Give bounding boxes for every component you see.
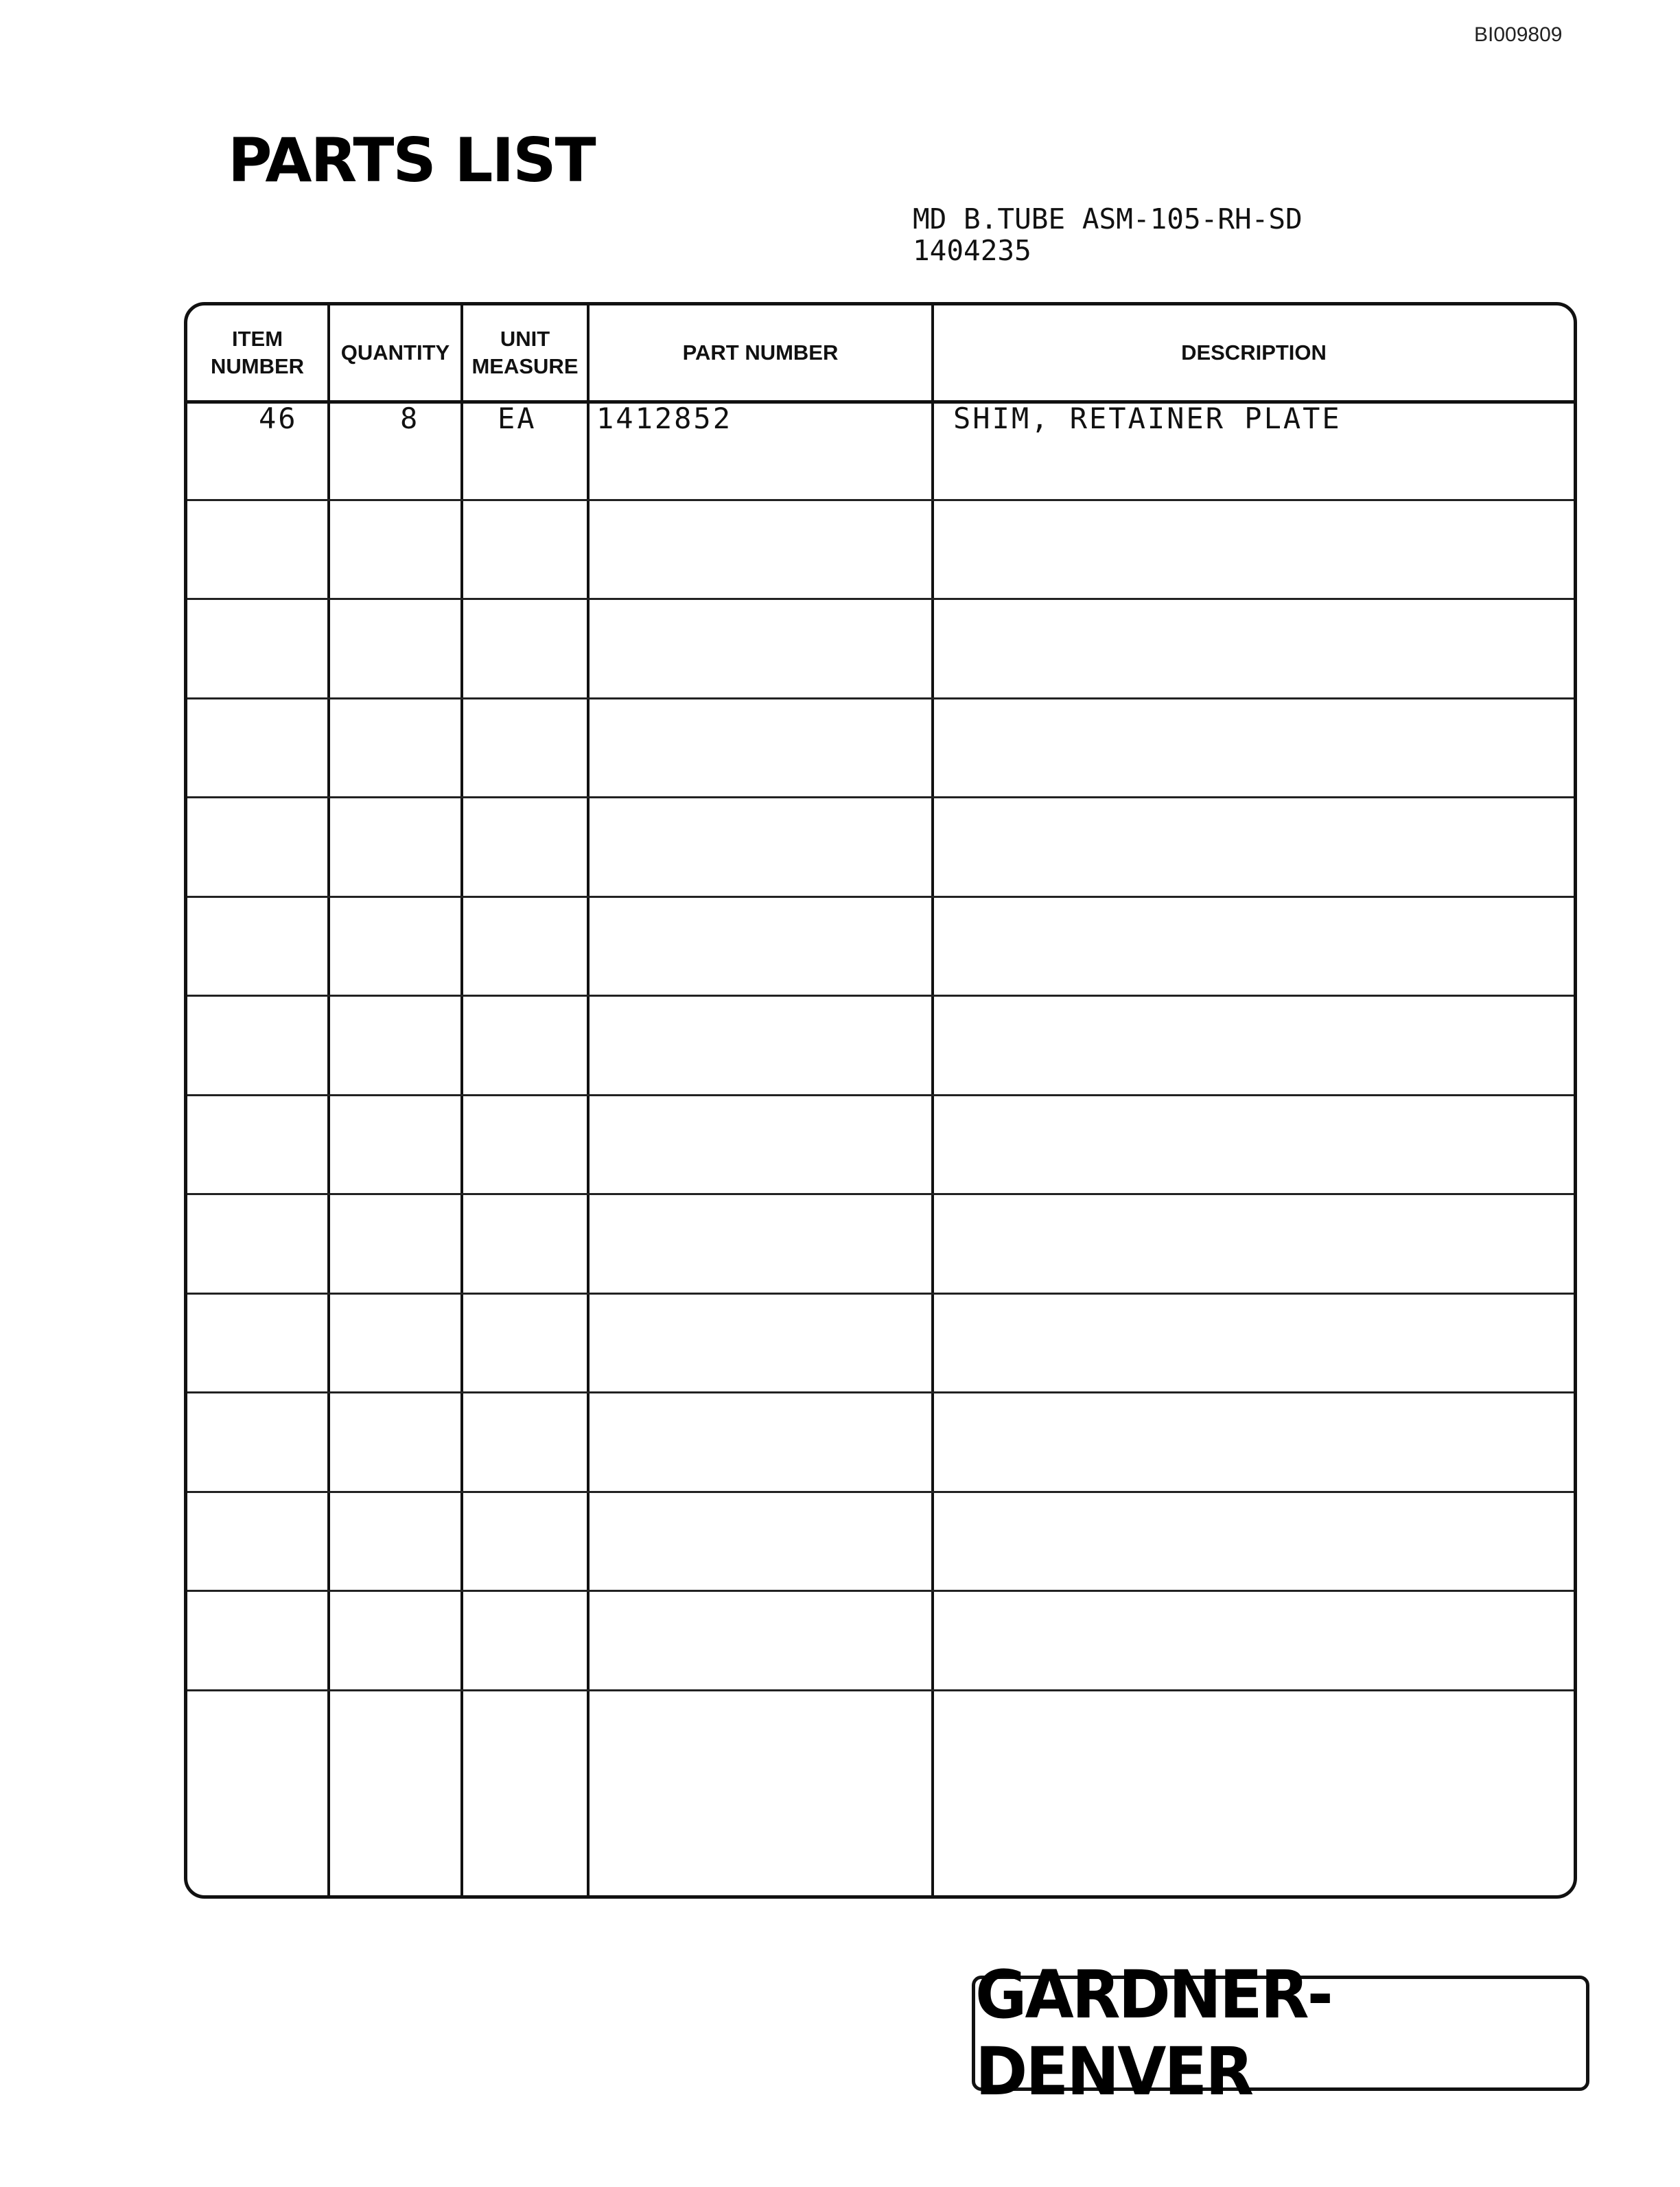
assembly-info bbox=[913, 203, 1303, 266]
header-description bbox=[934, 305, 1574, 400]
row-rule bbox=[187, 1293, 1574, 1295]
header-item-number-line1: ITEM bbox=[231, 327, 283, 351]
row-rule bbox=[187, 1590, 1574, 1592]
row-rule bbox=[187, 598, 1574, 600]
column-divider bbox=[587, 305, 590, 1895]
header-unit-measure-line2: MEASURE bbox=[471, 354, 579, 378]
cell-unit-measure: EA bbox=[498, 402, 537, 435]
header-item-number-line2: NUMBER bbox=[210, 354, 305, 378]
column-divider bbox=[931, 305, 934, 1895]
header-quantity-label: QUANTITY bbox=[340, 340, 450, 364]
page-title: PARTS LIST bbox=[228, 125, 595, 196]
row-rule bbox=[187, 896, 1574, 898]
cell-description: SHIM, RETAINER PLATE bbox=[953, 402, 1342, 435]
assembly-number: 1404235 bbox=[913, 234, 1031, 267]
row-rule bbox=[187, 499, 1574, 501]
column-divider bbox=[460, 305, 463, 1895]
row-rule bbox=[187, 697, 1574, 699]
header-unit-measure-line1: UNIT bbox=[500, 327, 550, 351]
cell-part-number: 1412852 bbox=[596, 402, 733, 435]
cell-item-number: 46 bbox=[259, 402, 298, 435]
brand-logo: GARDNER-DENVER bbox=[975, 1956, 1331, 2111]
row-rule bbox=[187, 995, 1574, 997]
row-rule bbox=[187, 796, 1574, 798]
header-quantity bbox=[330, 305, 460, 400]
header-description-label: DESCRIPTION bbox=[1181, 340, 1327, 364]
row-rule bbox=[187, 1094, 1574, 1096]
row-rule bbox=[187, 1391, 1574, 1393]
header-part-number-label: PART NUMBER bbox=[682, 340, 839, 364]
header-part-number bbox=[590, 305, 931, 400]
document-id: BI009809 bbox=[1474, 23, 1563, 46]
row-rule bbox=[187, 1491, 1574, 1493]
row-rule bbox=[187, 1193, 1574, 1195]
header-rule bbox=[187, 400, 1574, 404]
cell-quantity: 8 bbox=[400, 402, 420, 435]
header-item-number bbox=[187, 305, 327, 400]
brand-box bbox=[972, 1956, 1589, 2111]
column-divider bbox=[327, 305, 330, 1895]
parts-table bbox=[184, 302, 1577, 1899]
header-unit-measure bbox=[463, 305, 587, 400]
assembly-name: MD B.TUBE ASM-105-RH-SD bbox=[913, 202, 1303, 235]
row-rule bbox=[187, 1689, 1574, 1691]
